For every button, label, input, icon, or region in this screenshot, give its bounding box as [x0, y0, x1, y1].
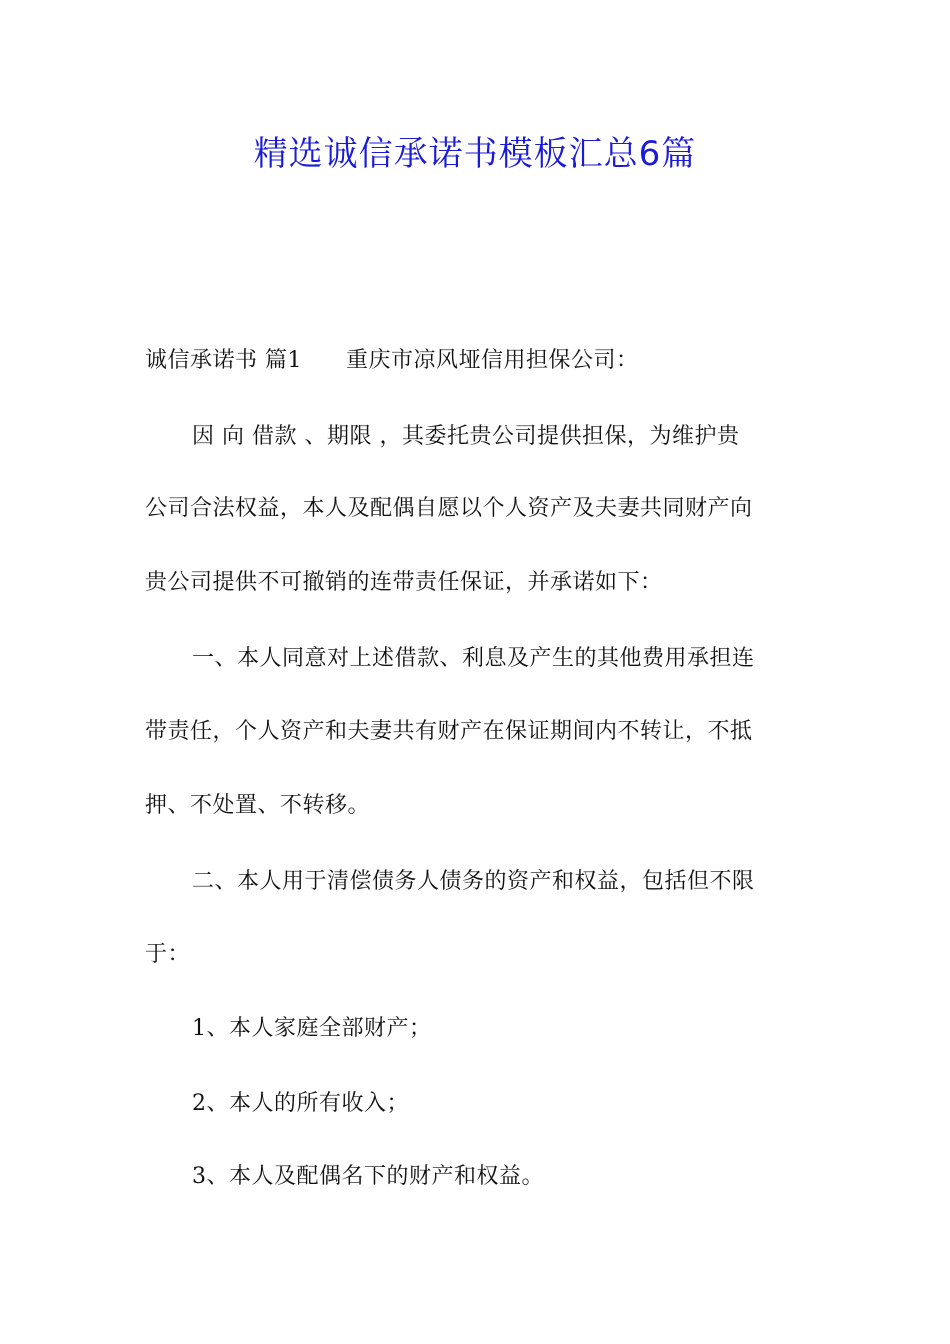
paragraph-line: 因 向 借款 、期限 ，其委托贵公司提供担保，为维护贵: [192, 424, 740, 449]
list-item: 1、本人家庭全部财产；: [192, 1016, 432, 1041]
section-heading: 诚信承诺书 篇1: [145, 348, 302, 373]
paragraph-line: 一、本人同意对上述借款、利息及产生的其他费用承担连: [192, 646, 755, 671]
list-item: 2、本人的所有收入；: [192, 1091, 409, 1116]
paragraph-line: 于：: [145, 942, 191, 967]
paragraph-line: 带责任，个人资产和夫妻共有财产在保证期间内不转让，不抵: [145, 719, 753, 744]
paragraph-line: 贵公司提供不可撤销的连带责任保证，并承诺如下：: [145, 570, 663, 595]
heading-line: [145, 345, 815, 377]
paragraph-line: 公司合法权益，本人及配偶自愿以个人资产及夫妻共同财产向: [145, 496, 753, 521]
list-item: 3、本人及配偶名下的财产和权益。: [192, 1164, 544, 1189]
document-title: 精选诚信承诺书模板汇总6篇: [253, 134, 697, 174]
paragraph-line: 押、不处置、不转移。: [145, 793, 371, 818]
paragraph-line: 二、本人用于清偿债务人债务的资产和权益，包括但不限: [192, 869, 755, 894]
addressee: 重庆市凉风垭信用担保公司：: [346, 348, 639, 373]
